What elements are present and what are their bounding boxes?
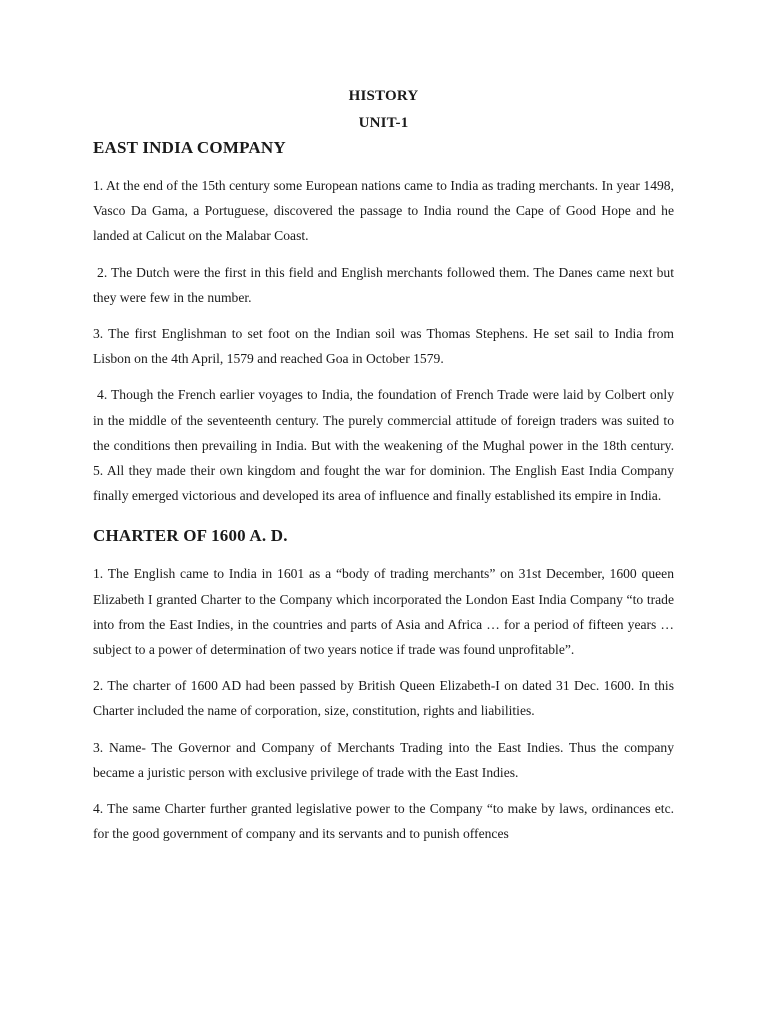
paragraph: 2. The Dutch were the first in this field and English merchants followed them. The Danes came next but they were few in the number. <box>93 264 674 305</box>
section-heading-charter-1600: CHARTER OF 1600 A. D. <box>93 526 288 546</box>
paragraph: 3. The first Englishman to set foot on the Indian soil was Thomas Stephens. He set sail to India from Lisbon on the 4th April, 1579 and reached Goa in October 1579. <box>93 326 674 367</box>
paragraph: 4. The same Charter further granted legislative power to the Company “to make by laws, ordinances etc. for the good government of company and its servants and to punish offences <box>93 801 674 842</box>
document-subject-title: HISTORY <box>348 88 419 104</box>
section-heading-east-india-company: EAST INDIA COMPANY <box>93 138 286 157</box>
document-unit-title: UNIT-1 <box>358 115 409 131</box>
paragraph: 4. Though the French earlier voyages to India, the foundation of French Trade were laid by Colbert only in the middle of the seventeenth century. The purely commercial attitude of foreign traders was suited to the conditions then prevailing in India. But with the weakening of the Mughal power in the 18th century. 5. All they made their own kingdom and fought the war for dominion. The English East India Company finally emerged victorious and developed its area of influence and finally established its empire in India. <box>93 387 674 504</box>
paragraph: 3. Name- The Governor and Company of Merchants Trading into the East Indies. Thus the company became a juristic person with exclusive privilege of trade with the East Indies. <box>93 739 674 780</box>
paragraph: 2. The charter of 1600 AD had been passed by British Queen Elizabeth-I on dated 31 Dec. 1600. In this Charter included the name of corporation, size, constitution, rights and liabilities. <box>93 678 674 719</box>
paragraph: 1. The English came to India in 1601 as a “body of trading merchants” on 31st December, 1600 queen Elizabeth I granted Charter to the Company which incorporated the London East India Company “to trade into from the East Indies, in the countries and parts of Asia and Africa … for a period of fifteen years … subject to a power of determination of two years notice if trade was found unprofitable”. <box>93 566 674 658</box>
paragraph: 1. At the end of the 15th century some European nations came to India as trading merchants. In year 1498, Vasco Da Gama, a Portuguese, discovered the passage to India round the Cape of Good Hope and he landed at Calicut on the Malabar Coast. <box>93 178 674 244</box>
document-page <box>93 86 674 846</box>
